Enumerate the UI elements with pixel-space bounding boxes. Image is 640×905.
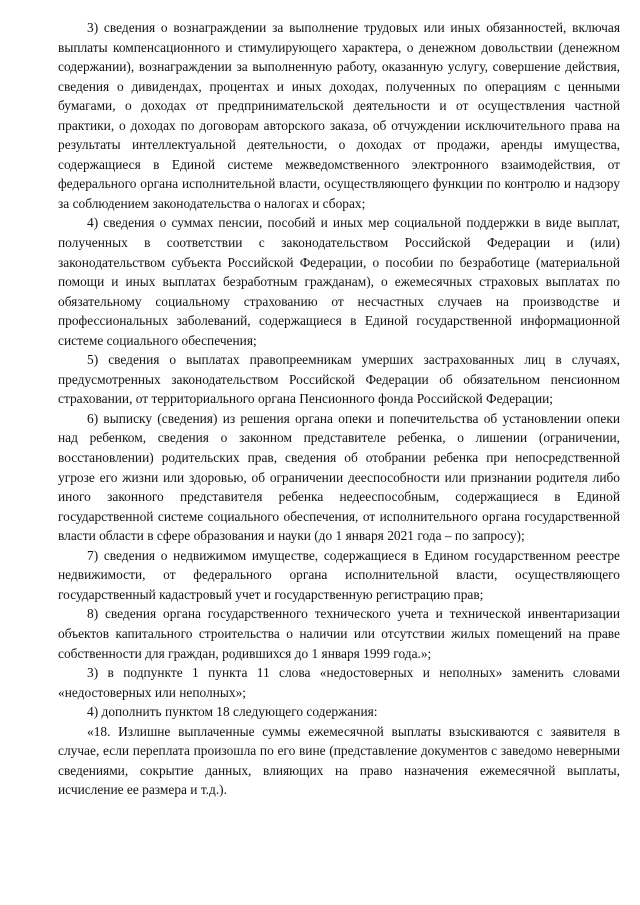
paragraph-amendment-point-18: 4) дополнить пунктом 18 следующего содержания: xyxy=(87,704,378,720)
document-page xyxy=(58,18,620,800)
paragraph-real-estate: 7) сведения о недвижимом имуществе, содержащиеся в Едином государственном реестре недвижимости, от федерального органа исполнительной власти, осуществляющего государственный кадастровый учет и государственную регистрацию прав; xyxy=(58,547,620,602)
paragraph-amendment-point-11: 3) в подпункте 1 пункта 11 слова «недостоверных и неполных» заменить словами «недостоверных или неполных»; xyxy=(58,665,620,700)
paragraph-point-18-text: «18. Излишне выплаченные суммы ежемесячной выплаты взыскиваются с заявителя в случае, если переплата произошла по его вине (представление документов с заведомо неверными сведениями, сокрытие данных, влияющих на право назначения ежемесячной выплаты, исчисление ее размера и т.д.). xyxy=(58,723,620,798)
paragraph-successor-payments: 5) сведения о выплатах правопреемникам умерших застрахованных лиц в случаях, предусмотренных законодательством Российской Федерации об обязательном пенсионном страховании, от территориального органа Пенсионного фонда Российской Федерации; xyxy=(58,352,620,407)
paragraph-guardianship-extract: 6) выписку (сведения) из решения органа опеки и попечительства об установлении опеки над ребенком, сведения о законном представителе ребенка, о лишении (ограничении, восстановлении) родительских прав, сведения об отобрании ребенка при непосредственной угрозе его жизни или здоровью, об ограничении дееспособности или признании родителя либо иного законного представителя ребенка недееспособным, содержащиеся в Единой государственной системе социального обеспечения, от исполнительного органа государственной власти области в сфере образования и науки (до 1 января 2021 года – по запросу); xyxy=(58,410,620,544)
paragraph-technical-inventory: 8) сведения органа государственного технического учета и технической инвентаризации объектов капитального строительства о наличии или отсутствии жилых помещений на праве собственности для граждан, родившихся до 1 января 1999 года.»; xyxy=(58,606,620,661)
paragraph-pension-info: 4) сведения о суммах пенсии, пособий и иных мер социальной поддержки в виде выплат, полученных в соответствии с законодательством Российской Федерации и (или) законодательством субъекта Российской Федерации, о пособии по безработице (материальной помощи и иных выплатах безработным гражданам), о ежемесячных страховых выплатах по обязательному социальному страхованию от несчастных случаев на производстве и профессиональных заболеваний, содержащиеся в Единой государственной информационной системе социального обеспечения; xyxy=(58,215,620,348)
paragraph-income-info: 3) сведения о вознаграждении за выполнение трудовых или иных обязанностей, включая выплаты компенсационного и стимулирующего характера, о денежном довольствии (денежном содержании), вознаграждении за выполненную работу, оказанную услугу, совершение действия, сведения о дивидендах, процентах и иных доходах, полученных по операциям с ценными бумагами, о доходах от предпринимательской деятельности и от осуществления частной практики, о доходах по договорам авторского заказа, об отчуждении исключительного права на результаты интеллектуальной деятельности, о доходах от продажи, аренды имущества, содержащиеся в Единой системе межведомственного электронного взаимодействия, от федерального органа исполнительной власти, осуществляющего функции по контролю и надзору за соблюдением законодательства о налогах и сборах; xyxy=(58,20,620,211)
